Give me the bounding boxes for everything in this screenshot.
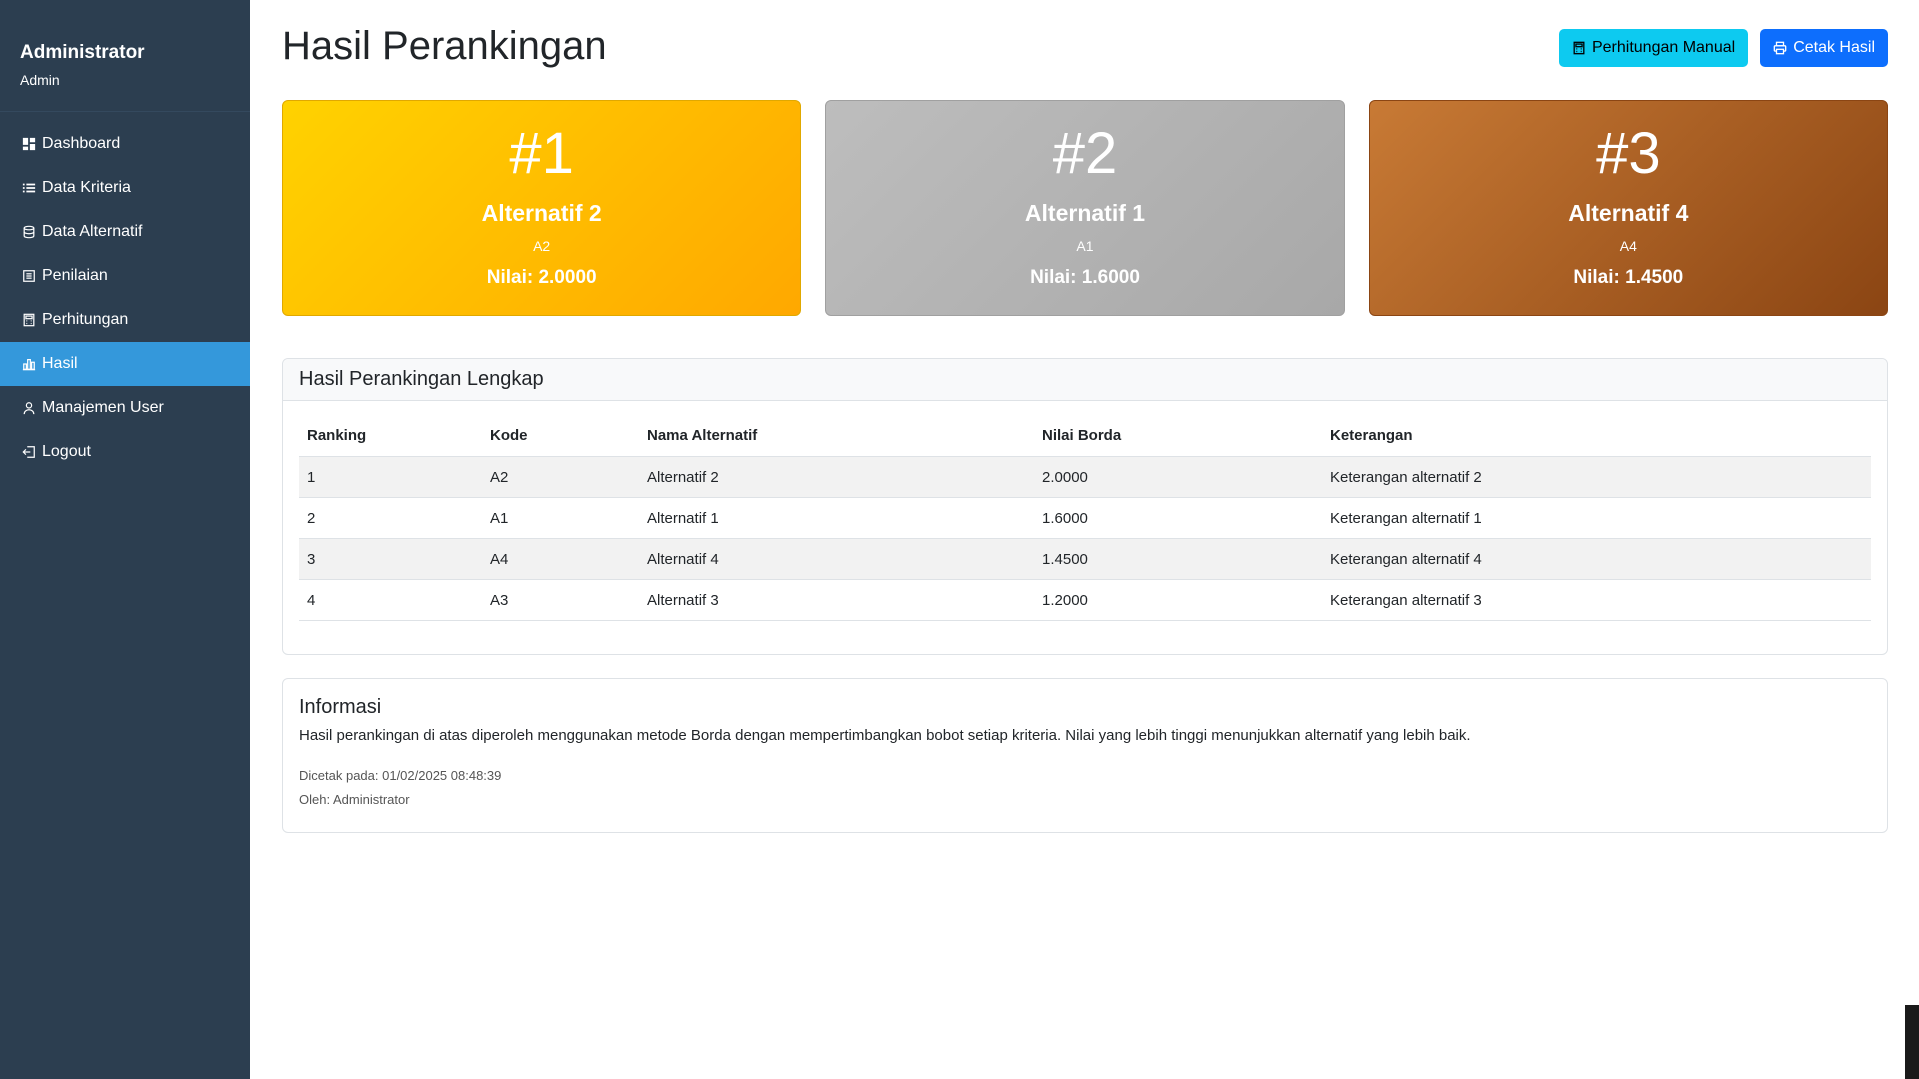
list-icon bbox=[22, 181, 36, 195]
table-row bbox=[299, 498, 1871, 539]
sidebar-nav bbox=[0, 122, 250, 474]
rank-card-3 bbox=[1369, 100, 1888, 316]
sidebar bbox=[0, 0, 250, 1079]
top-rank-cards bbox=[282, 100, 1888, 316]
rank-value: Nilai: 2.0000 bbox=[486, 267, 597, 288]
cell-nama: Alternatif 3 bbox=[639, 580, 1034, 621]
rank-number: #3 bbox=[1596, 121, 1661, 186]
cell-kode: A4 bbox=[482, 539, 639, 580]
info-text: Hasil perankingan di atas diperoleh menggunakan metode Borda dengan mempertimbangkan bobot setiap kriteria. Nilai yang lebih tinggi menunjukkan alternatif yang lebih baik. bbox=[299, 727, 1471, 744]
cell-keterangan: Keterangan alternatif 1 bbox=[1322, 498, 1871, 539]
cell-kode: A3 bbox=[482, 580, 639, 621]
rank-code: A1 bbox=[1076, 238, 1094, 254]
info-card bbox=[282, 678, 1888, 833]
manual-calculation-label: Perhitungan Manual bbox=[1591, 39, 1736, 56]
table-row bbox=[299, 457, 1871, 498]
column-header-keterangan: Keterangan bbox=[1322, 415, 1871, 457]
calculator-icon bbox=[22, 313, 36, 327]
ranking-table bbox=[299, 415, 1871, 621]
cell-kode: A1 bbox=[482, 498, 639, 539]
cell-kode: A2 bbox=[482, 457, 639, 498]
cell-nilai: 1.6000 bbox=[1034, 498, 1322, 539]
print-label: Cetak Hasil bbox=[1793, 39, 1875, 56]
rank-name: Alternatif 4 bbox=[1568, 200, 1689, 226]
user-icon bbox=[22, 401, 36, 415]
sidebar-item-manajemen-user[interactable] bbox=[0, 386, 250, 430]
printed-by: Oleh: Administrator bbox=[299, 792, 410, 807]
screen-edge-bar bbox=[1905, 1005, 1919, 1079]
rank-card-2 bbox=[825, 100, 1344, 316]
cell-keterangan: Keterangan alternatif 2 bbox=[1322, 457, 1871, 498]
rank-code: A4 bbox=[1619, 238, 1637, 254]
cell-ranking: 1 bbox=[299, 457, 482, 498]
sidebar-item-label: Dashboard bbox=[42, 135, 121, 152]
rank-card-1 bbox=[282, 100, 801, 316]
cell-nilai: 1.4500 bbox=[1034, 539, 1322, 580]
info-title: Informasi bbox=[299, 696, 382, 718]
sidebar-item-label: Manajemen User bbox=[42, 399, 164, 416]
sidebar-item-label: Logout bbox=[42, 443, 91, 460]
sidebar-item-data-kriteria[interactable] bbox=[0, 166, 250, 210]
sidebar-header bbox=[0, 0, 250, 112]
rank-name: Alternatif 2 bbox=[481, 200, 602, 226]
clipboard-icon bbox=[22, 269, 36, 283]
cell-ranking: 2 bbox=[299, 498, 482, 539]
sidebar-item-label: Data Alternatif bbox=[42, 223, 143, 240]
rank-code: A2 bbox=[533, 238, 551, 254]
sidebar-item-label: Penilaian bbox=[42, 267, 108, 284]
sidebar-item-hasil[interactable] bbox=[0, 342, 250, 386]
cell-nilai: 1.2000 bbox=[1034, 580, 1322, 621]
sidebar-item-label: Hasil bbox=[42, 355, 78, 372]
sidebar-item-dashboard[interactable] bbox=[0, 122, 250, 166]
dashboard-icon bbox=[22, 137, 36, 151]
column-header-nama: Nama Alternatif bbox=[639, 415, 1034, 457]
sidebar-item-label: Data Kriteria bbox=[42, 179, 131, 196]
header-actions bbox=[1559, 29, 1888, 67]
print-button[interactable] bbox=[1760, 29, 1888, 67]
cell-keterangan: Keterangan alternatif 4 bbox=[1322, 539, 1871, 580]
ranking-table-title: Hasil Perankingan Lengkap bbox=[283, 359, 1887, 401]
printer-icon bbox=[1773, 41, 1787, 55]
sidebar-item-data-alternatif[interactable] bbox=[0, 210, 250, 254]
sidebar-subtitle: Admin bbox=[20, 72, 60, 88]
column-header-kode: Kode bbox=[482, 415, 639, 457]
cell-nama: Alternatif 1 bbox=[639, 498, 1034, 539]
cell-ranking: 4 bbox=[299, 580, 482, 621]
rank-value: Nilai: 1.6000 bbox=[1030, 267, 1140, 288]
table-row bbox=[299, 539, 1871, 580]
cell-keterangan: Keterangan alternatif 3 bbox=[1322, 580, 1871, 621]
table-header-row bbox=[299, 415, 1871, 457]
database-icon bbox=[22, 225, 36, 239]
page-title: Hasil Perankingan bbox=[282, 24, 607, 68]
calculator-icon bbox=[1572, 41, 1586, 55]
bar-chart-icon bbox=[22, 357, 36, 371]
rank-number: #2 bbox=[1052, 121, 1118, 186]
rank-name: Alternatif 1 bbox=[1024, 200, 1146, 226]
sidebar-item-perhitungan[interactable] bbox=[0, 298, 250, 342]
rank-value: Nilai: 1.4500 bbox=[1573, 267, 1684, 288]
logout-icon bbox=[22, 445, 36, 459]
cell-nama: Alternatif 4 bbox=[639, 539, 1034, 580]
column-header-ranking: Ranking bbox=[299, 415, 482, 457]
column-header-nilai: Nilai Borda bbox=[1034, 415, 1322, 457]
cell-nama: Alternatif 2 bbox=[639, 457, 1034, 498]
cell-ranking: 3 bbox=[299, 539, 482, 580]
sidebar-item-label: Perhitungan bbox=[42, 311, 129, 328]
table-row bbox=[299, 580, 1871, 621]
sidebar-item-penilaian[interactable] bbox=[0, 254, 250, 298]
sidebar-title: Administrator bbox=[20, 42, 145, 63]
ranking-table-card bbox=[282, 358, 1888, 655]
sidebar-item-logout[interactable] bbox=[0, 430, 250, 474]
cell-nilai: 2.0000 bbox=[1034, 457, 1322, 498]
printed-at: Dicetak pada: 01/02/2025 08:48:39 bbox=[299, 768, 502, 783]
manual-calculation-button[interactable] bbox=[1559, 29, 1748, 67]
rank-number: #1 bbox=[509, 121, 574, 186]
